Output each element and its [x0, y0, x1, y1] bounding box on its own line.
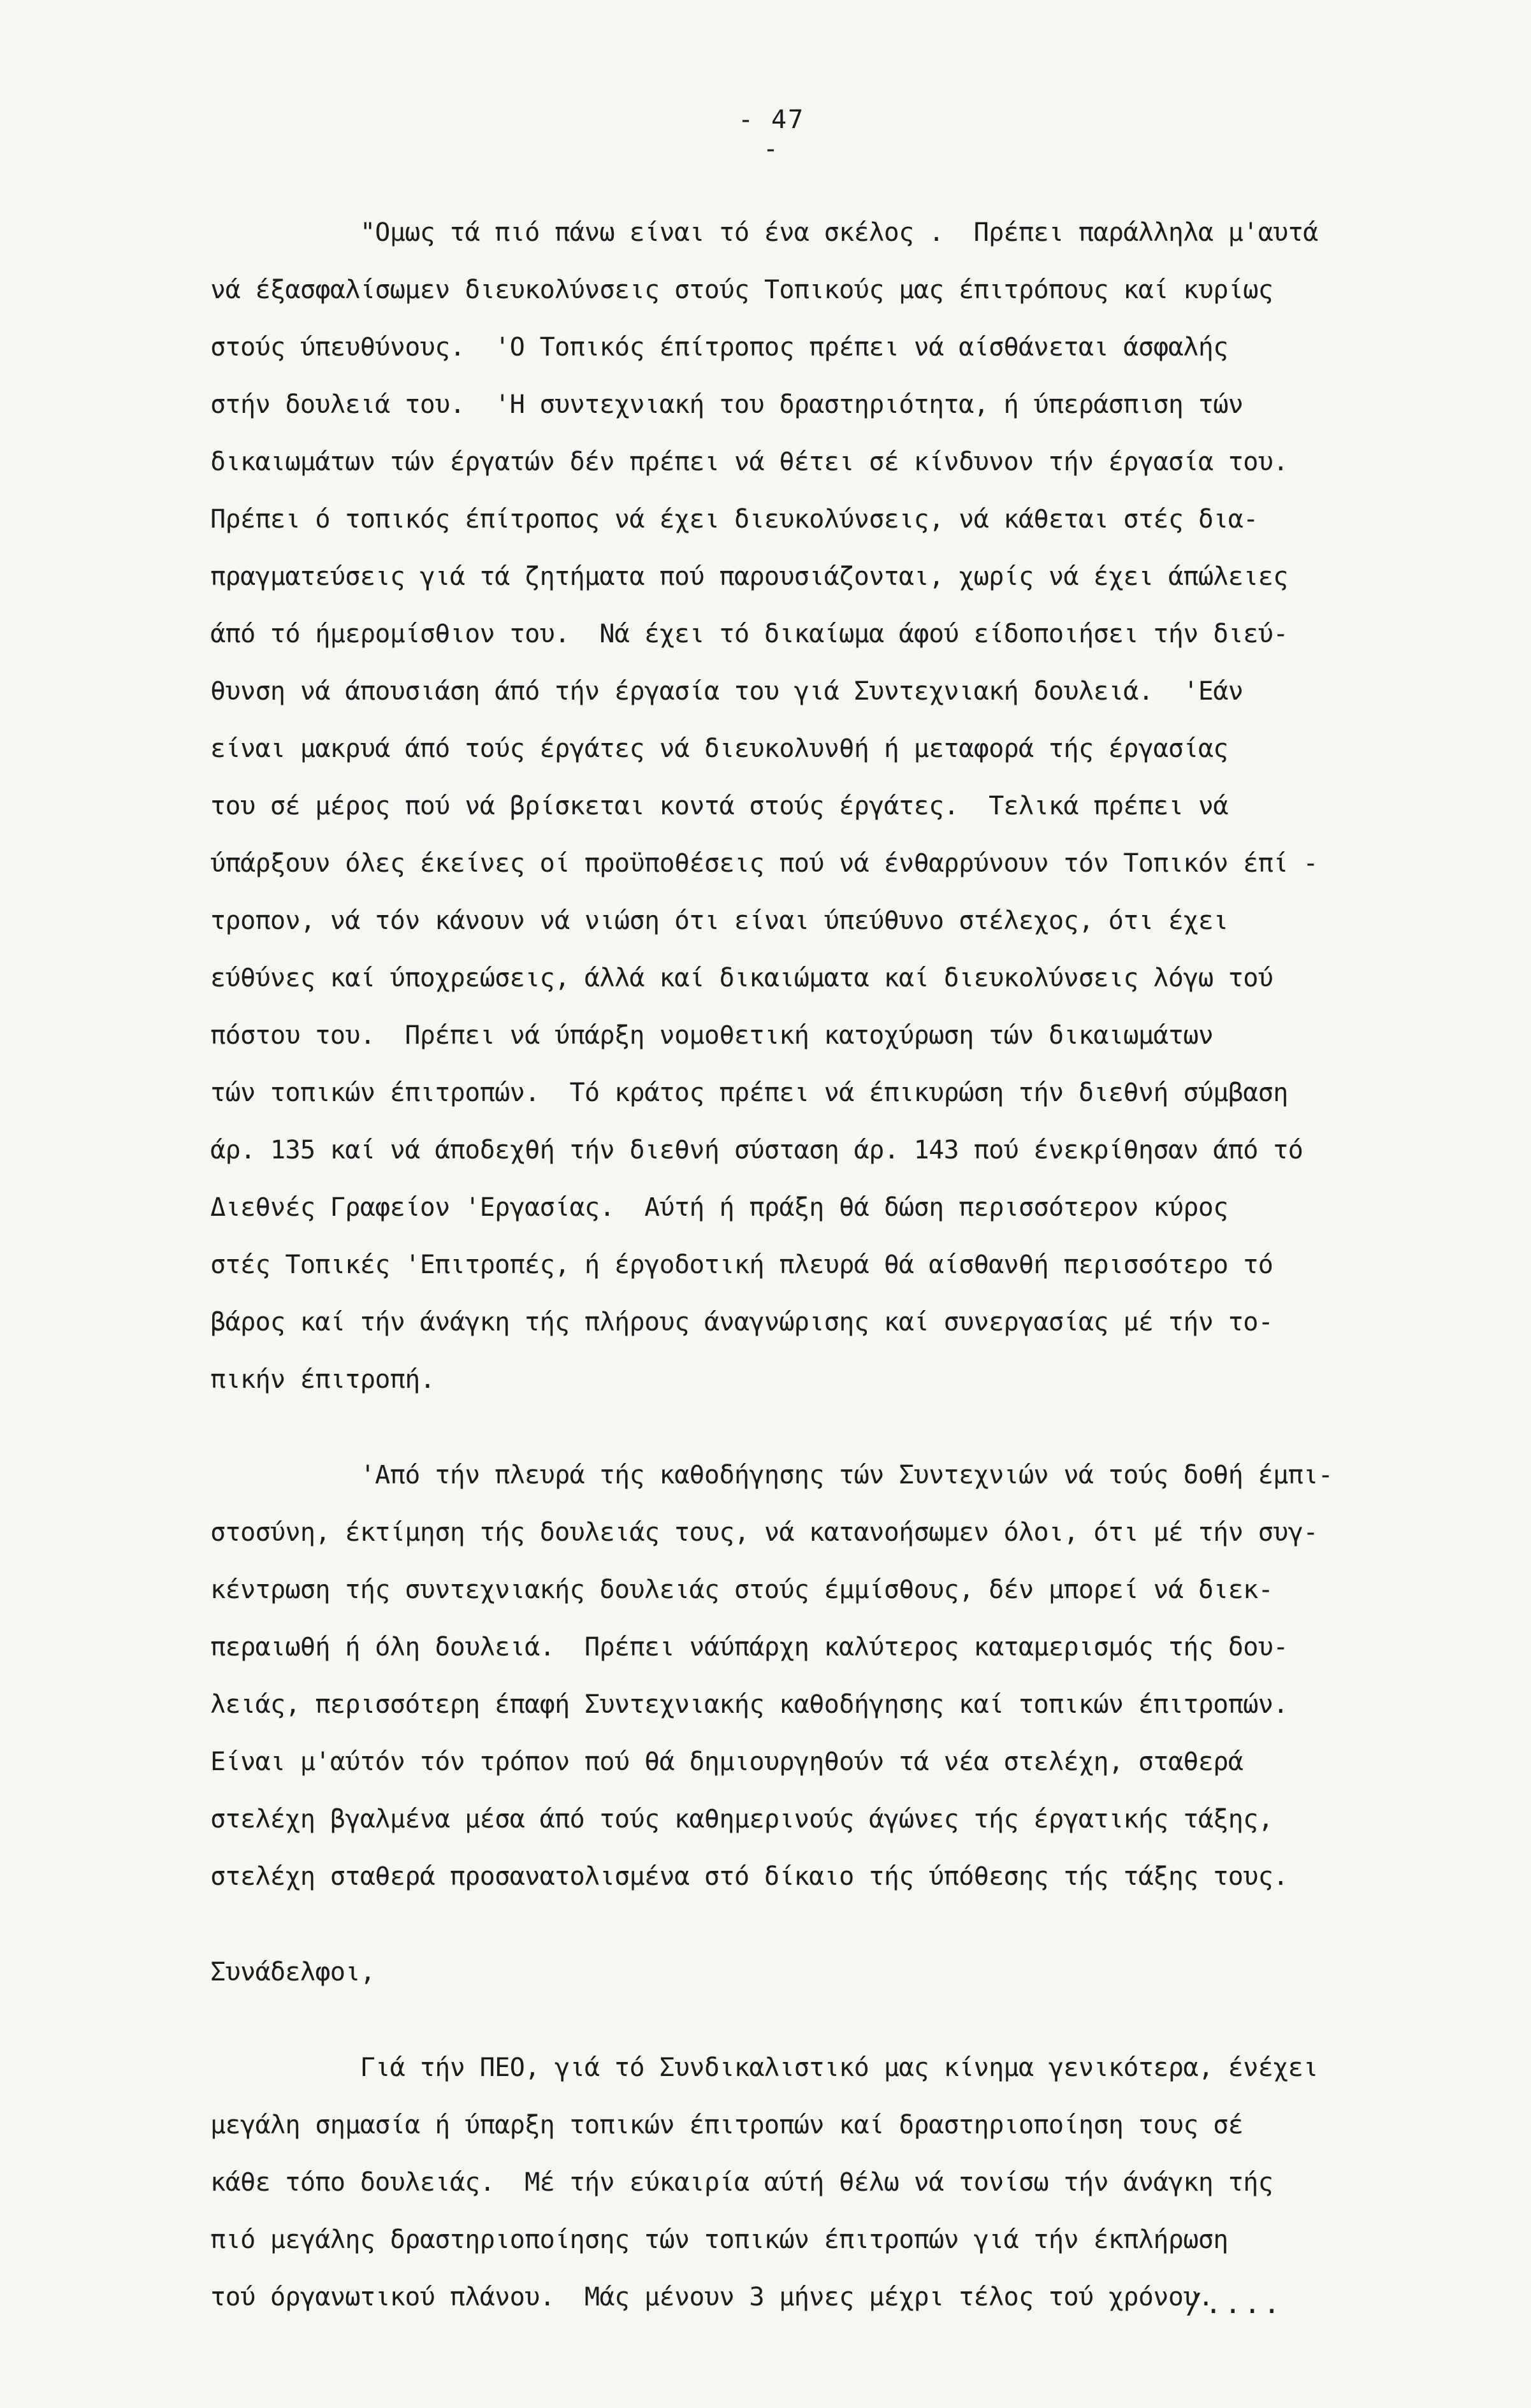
text-line: εύθύνες καί ύποχρεώσεις, άλλά καί δικαιώματα καί διευκολύνσεις λόγω τού: [210, 963, 1273, 993]
page-number: - 47 -: [737, 105, 805, 164]
text-line: είναι μακρυά άπό τούς έργάτες νά διευκολυνθή ή μεταφορά τής έργασίας: [210, 734, 1228, 763]
paragraph-gap: [210, 2001, 1409, 2039]
text-line: "Ομως τά πιό πάνω είναι τό ένα σκέλος . Πρέπει παράλληλα μ'αυτά: [210, 218, 1318, 247]
text-line: πραγματεύσεις γιά τά ζητήματα πού παρουσιάζονται, χωρίς νά έχει άπώλειες: [210, 562, 1288, 591]
paragraph: [210, 2039, 1409, 2326]
paragraph-gap: [210, 1408, 1409, 1446]
text-line: πόστου του. Πρέπει νά ύπάρξη νομοθετική κατοχύρωση τών δικαιωμάτων: [210, 1021, 1214, 1050]
text-line: στοσύνη, έκτίμηση τής δουλειάς τους, νά κατανοήσωμεν όλοι, ότι μέ τήν συγ-: [210, 1518, 1318, 1547]
paragraph: [210, 1446, 1409, 1905]
text-line: περαιωθή ή όλη δουλειά. Πρέπει νάύπάρχη καλύτερος καταμερισμός τής δου-: [210, 1633, 1288, 1662]
text-line: τού όργανωτικού πλάνου. Μάς μένουν 3 μήνες μέχρι τέλος τού χρόνου.: [210, 2282, 1214, 2312]
text-line: Διεθνές Γραφείον 'Εργασίας. Αύτή ή πράξη θά δώση περισσότερον κύρος: [210, 1193, 1228, 1222]
text-line: δικαιωμάτων τών έργατών δέν πρέπει νά θέτει σέ κίνδυνον τήν έργασία του.: [210, 447, 1288, 477]
text-line: Πρέπει ό τοπικός έπίτροπος νά έχει διευκολύνσεις, νά κάθεται στές δια-: [210, 505, 1258, 534]
text-line: πικήν έπιτροπή.: [210, 1365, 435, 1394]
text-line: στές Τοπικές 'Επιτροπές, ή έργοδοτική πλευρά θά αίσθανθή περισσότερο τό: [210, 1250, 1273, 1280]
paragraph-gap: [210, 1905, 1409, 1943]
text-line: 'Από τήν πλευρά τής καθοδήγησης τών Συντεχνιών νά τούς δοθή έμπι-: [210, 1460, 1333, 1490]
text-line: κάθε τόπο δουλειάς. Μέ τήν εύκαιρία αύτή θέλω νά τονίσω τήν άνάγκη τής: [210, 2168, 1273, 2197]
paragraph: [210, 1943, 1409, 2001]
text-line: θυνση νά άπουσιάση άπό τήν έργασία του γιά Συντεχνιακή δουλειά. 'Εάν: [210, 677, 1244, 706]
text-line: νά έξασφαλίσωμεν διευκολύνσεις στούς Τοπικούς μας έπιτρόπους καί κυρίως: [210, 275, 1273, 305]
text-line: Συνάδελφοι,: [210, 1957, 375, 1987]
text-line: πιό μεγάλης δραστηριοποίησης τών τοπικών έπιτροπών γιά τήν έκπλήρωση: [210, 2225, 1228, 2254]
text-line: μεγάλη σημασία ή ύπαρξη τοπικών έπιτροπών καί δραστηριοποίηση τους σέ: [210, 2110, 1244, 2140]
text-line: λειάς, περισσότερη έπαφή Συντεχνιακής καθοδήγησης καί τοπικών έπιτροπών.: [210, 1690, 1288, 1719]
text-line: βάρος καί τήν άνάγκη τής πλήρους άναγνώρισης καί συνεργασίας μέ τήν το-: [210, 1308, 1273, 1337]
text-line: στελέχη σταθερά προσανατολισμένα στό δίκαιο τής ύπόθεσης τής τάξης τους.: [210, 1862, 1288, 1891]
continuation-mark: /....: [1186, 2288, 1283, 2320]
text-line: ύπάρξουν όλες έκείνες οί προϋποθέσεις πού νά ένθαρρύνουν τόν Τοπικόν έπί -: [210, 849, 1318, 878]
text-line: στούς ύπευθύνους. 'Ο Τοπικός έπίτροπος πρέπει νά αίσθάνεται άσφαλής: [210, 333, 1228, 362]
text-line: άρ. 135 καί νά άποδεχθή τήν διεθνή σύσταση άρ. 143 πού ένεκρίθησαν άπό τό: [210, 1136, 1303, 1165]
paragraph: [210, 204, 1409, 1408]
text-line: κέντρωση τής συντεχνιακής δουλειάς στούς έμμίσθους, δέν μπορεί νά διεκ-: [210, 1575, 1273, 1604]
text-line: τών τοπικών έπιτροπών. Τό κράτος πρέπει νά έπικυρώση τήν διεθνή σύμβαση: [210, 1078, 1288, 1107]
text-line: άπό τό ήμερομίσθιον του. Νά έχει τό δικαίωμα άφού είδοποιήσει τήν διεύ-: [210, 619, 1288, 649]
text-line: Γιά τήν ΠΕΟ, γιά τό Συνδικαλιστικό μας κίνημα γενικότερα, ένέχει: [210, 2053, 1318, 2082]
text-line: στήν δουλειά του. 'Η συντεχνιακή του δραστηριότητα, ή ύπεράσπιση τών: [210, 390, 1244, 419]
document-body: [210, 204, 1409, 2326]
text-line: στελέχη βγαλμένα μέσα άπό τούς καθημερινούς άγώνες τής έργατικής τάξης,: [210, 1805, 1273, 1834]
text-line: τροπον, νά τόν κάνουν νά νιώση ότι είναι ύπεύθυνο στέλεχος, ότι έχει: [210, 906, 1228, 935]
text-line: Είναι μ'αύτόν τόν τρόπον πού θά δημιουργηθούν τά νέα στελέχη, σταθερά: [210, 1747, 1244, 1777]
text-line: του σέ μέρος πού νά βρίσκεται κοντά στούς έργάτες. Τελικά πρέπει νά: [210, 791, 1228, 821]
